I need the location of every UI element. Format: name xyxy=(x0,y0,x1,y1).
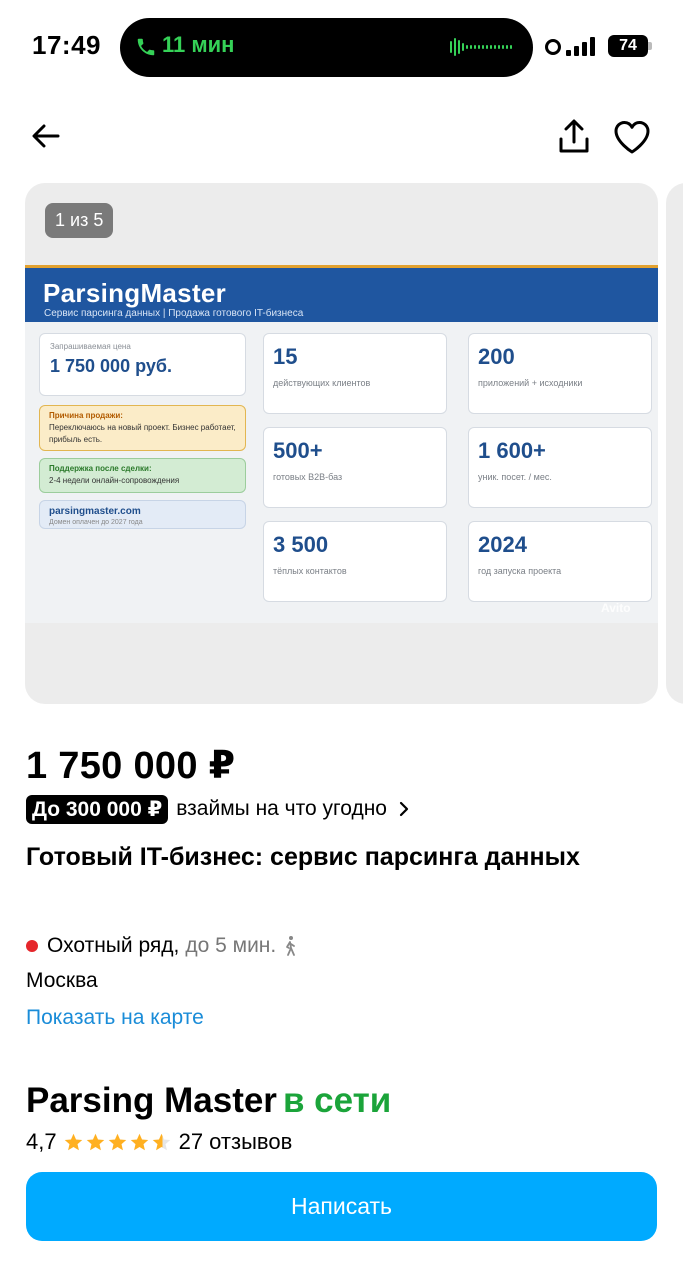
slide-support-note xyxy=(39,458,246,493)
loan-badge: До 300 000 ₽ xyxy=(26,795,168,824)
status-bar xyxy=(0,0,683,95)
star-icon xyxy=(107,1132,128,1153)
image-counter: 1 из 5 xyxy=(45,203,113,238)
slide-support-text: 2-4 недели онлайн-сопровождения xyxy=(49,476,180,485)
star-icon xyxy=(129,1132,150,1153)
battery-tip xyxy=(648,42,652,50)
online-status: в сети xyxy=(282,1081,392,1120)
slide-stat-card xyxy=(263,427,447,508)
listing-price: 1 750 000 ₽ xyxy=(26,745,236,787)
slide-price-box xyxy=(39,333,246,396)
slide-domain-text: Домен оплачен до 2027 года xyxy=(49,519,143,526)
star-half-icon xyxy=(151,1132,172,1153)
rating-stars xyxy=(63,1132,173,1153)
slide-stat-card xyxy=(263,333,447,414)
slide-stat-card xyxy=(263,521,447,602)
slide-price-value: 1 750 000 руб. xyxy=(50,356,172,376)
metro-line-icon xyxy=(26,940,38,952)
next-gallery-image[interactable] xyxy=(666,183,683,704)
avito-watermark: Avito xyxy=(601,601,631,615)
slide-stat-card xyxy=(468,333,652,414)
slide-price-label: Запрашиваемая цена xyxy=(50,342,131,351)
walking-person-icon xyxy=(282,935,298,957)
heart-icon[interactable] xyxy=(612,118,652,156)
call-duration: 11 мин xyxy=(162,32,235,57)
signal-icon xyxy=(566,36,595,56)
seller-header[interactable] xyxy=(26,1081,391,1121)
metro-walk-time: до 5 мин. xyxy=(185,934,277,957)
metro-location xyxy=(26,934,298,958)
status-time: 17:49 xyxy=(32,30,101,60)
gallery-slide-image xyxy=(25,265,658,623)
seller-rating[interactable] xyxy=(26,1129,292,1155)
battery-icon: 74 xyxy=(608,35,648,57)
slide-stat-label: действующих клиентов xyxy=(273,378,371,388)
slide-stat-value: 1 600+ xyxy=(478,438,546,463)
slide-stat-label: уник. посет. / мес. xyxy=(478,472,552,482)
privacy-dot-icon xyxy=(545,39,561,55)
image-gallery[interactable] xyxy=(25,183,658,704)
loan-offer-link[interactable] xyxy=(26,794,411,824)
audio-wave-icon xyxy=(450,38,512,56)
loan-text: взаймы на что угодно xyxy=(176,797,387,820)
share-icon[interactable] xyxy=(556,118,592,156)
star-icon xyxy=(63,1132,84,1153)
reviews-count: 27 отзывов xyxy=(178,1129,293,1154)
slide-stat-value: 15 xyxy=(273,344,298,369)
slide-stat-value: 200 xyxy=(478,344,515,369)
slide-reason-title: Причина продажи: xyxy=(49,411,123,420)
write-message-button[interactable]: Написать xyxy=(26,1172,657,1241)
rating-value: 4,7 xyxy=(26,1129,57,1154)
slide-header xyxy=(25,265,658,322)
slide-reason-text: Переключаюсь на новый проект. Бизнес работает, прибыль есть. xyxy=(49,423,236,444)
star-icon xyxy=(85,1132,106,1153)
slide-stat-label: год запуска проекта xyxy=(478,566,562,576)
arrow-left-icon[interactable] xyxy=(28,118,64,154)
slide-stat-value: 500+ xyxy=(273,438,323,463)
slide-stat-value: 3 500 xyxy=(273,532,329,557)
chevron-right-icon xyxy=(397,800,411,818)
city: Москва xyxy=(26,969,98,992)
slide-stat-label: тёплых контактов xyxy=(273,566,347,576)
slide-stat-label: готовых B2B-баз xyxy=(273,472,343,482)
seller-name[interactable]: Parsing Master xyxy=(26,1081,277,1120)
slide-stat-card xyxy=(468,427,652,508)
slide-stat-label: приложений + исходники xyxy=(478,378,583,388)
slide-stat-card xyxy=(468,521,652,602)
metro-station: Охотный ряд, xyxy=(47,934,180,957)
slide-brand-subtitle: Сервис парсинга данных | Продажа готового IT-бизнеса xyxy=(44,308,304,319)
slide-domain-note xyxy=(39,500,246,529)
slide-stat-value: 2024 xyxy=(478,532,527,557)
phone-icon xyxy=(135,34,157,60)
show-on-map-link[interactable]: Показать на карте xyxy=(26,1006,204,1029)
slide-brand: ParsingMaster xyxy=(43,278,227,308)
slide-reason-note xyxy=(39,405,246,451)
slide-support-title: Поддержка после сделки: xyxy=(49,464,152,473)
slide-domain-title: parsingmaster.com xyxy=(49,506,141,517)
listing-title: Готовый IT-бизнес: сервис парсинга данных xyxy=(26,843,580,871)
